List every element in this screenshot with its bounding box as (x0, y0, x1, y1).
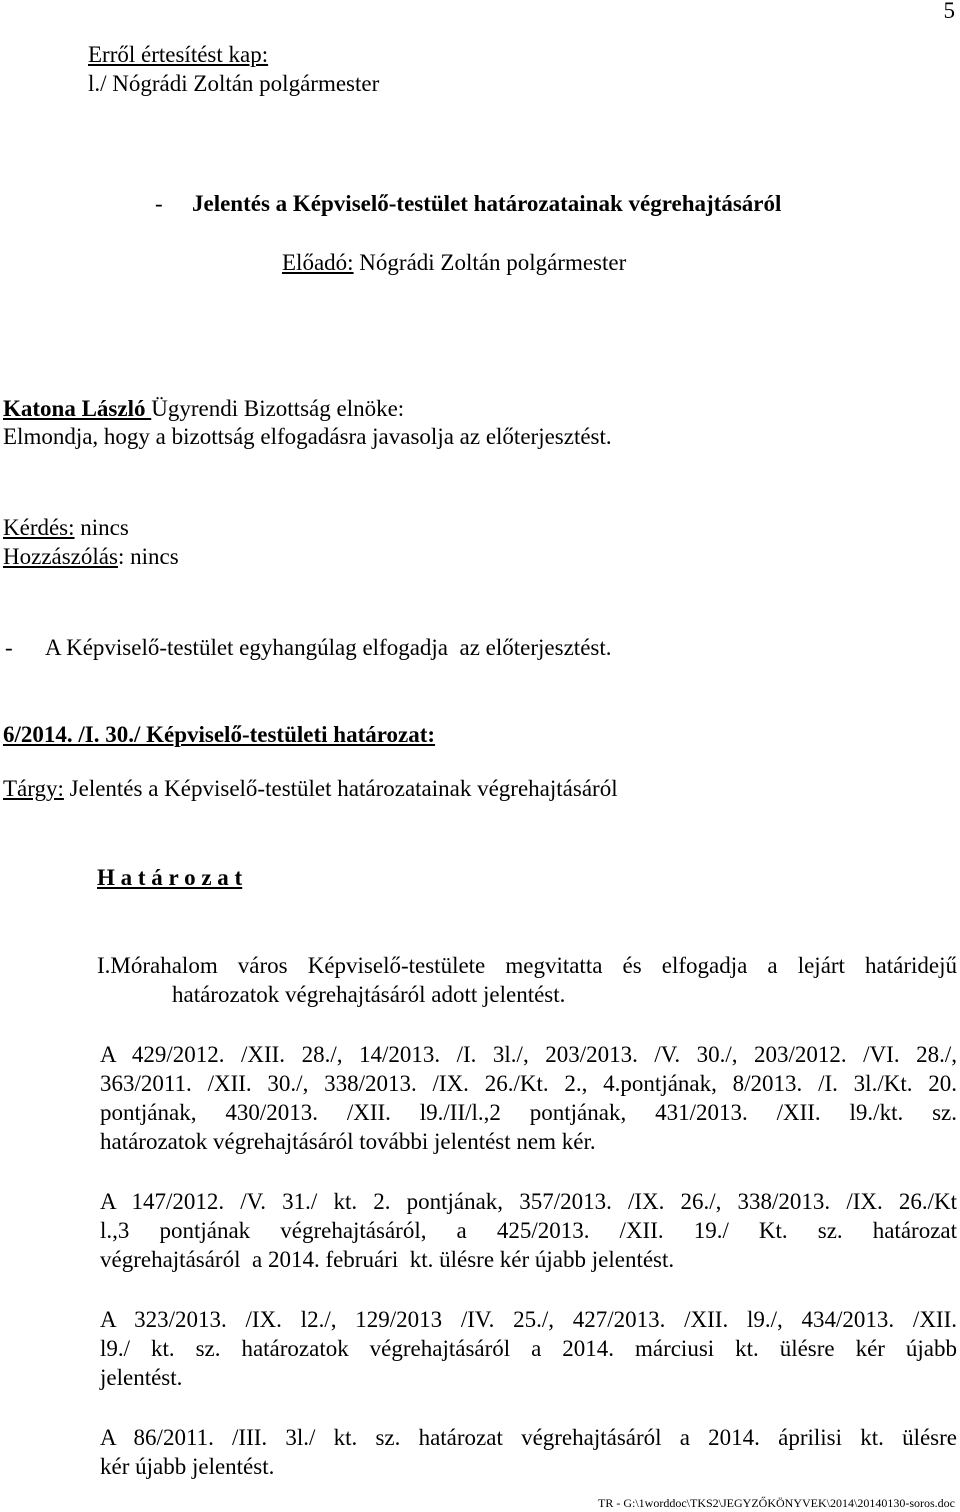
resolution-heading: H a t á r o z a t (97, 865, 243, 890)
vote-bullet: - (5, 635, 13, 660)
question-label: Kérdés: (3, 515, 75, 540)
question-line (3, 513, 129, 542)
resolution-line: l9./ kt. sz. határozatok végrehajtásáról a 2014. márciusi kt. ülésre kér újabb (100, 1336, 957, 1361)
committee-statement: Elmondja, hogy a bizottság elfogadásra javasolja az előterjesztést. (3, 424, 612, 449)
resolution-line: A 147/2012. /V. 31./ kt. 2. pontjának, 357/2013. /IX. 26./, 338/2013. /IX. 26./Kt (100, 1189, 957, 1214)
committee-role: Ügyrendi Bizottság elnöke: (151, 396, 405, 421)
subject-label: Tárgy: (3, 776, 64, 801)
agenda-title: Jelentés a Képviselő-testület határozatainak végrehajtásáról (192, 191, 782, 216)
page-number: 5 (943, 0, 955, 23)
presenter-label: Előadó: (282, 250, 354, 275)
comment-value: : nincs (117, 544, 179, 569)
committee-speaker: Katona László (3, 396, 152, 421)
comment-label: Hozzászólás (3, 544, 118, 569)
resolution-intro-line: határozatok végrehajtásáról adott jelentést. (172, 982, 566, 1007)
resolution-paragraph (100, 1040, 957, 1156)
resolution-line: A 323/2013. /IX. l2./, 129/2013 /IV. 25./, 427/2013. /XII. l9./, 434/2013. /XII. (100, 1307, 957, 1332)
notice-heading: Erről értesítést kap: (88, 42, 269, 67)
subject-text: Jelentés a Képviselő-testület határozatainak végrehajtásáról (69, 776, 618, 801)
resolution-line: A 86/2011. /III. 3l./ kt. sz. határozat végrehajtásáról a 2014. áprilisi kt. ülésre (100, 1425, 957, 1450)
resolution-intro (97, 951, 957, 1009)
resolution-paragraph (100, 1305, 957, 1392)
comment-line (3, 542, 179, 571)
agenda-bullet: - (155, 191, 163, 216)
resolution-number: 6/2014. /I. 30./ Képviselő-testületi határozat: (3, 722, 436, 747)
resolution-line: 363/2011. /XII. 30./, 338/2013. /IX. 26./Kt. 2., 4.pontjának, 8/2013. /I. 3l./Kt. 20. (100, 1071, 957, 1096)
resolution-line: l.,3 pontjának végrehajtásáról, a 425/2013. /XII. 19./ Kt. sz. határozat (100, 1218, 957, 1243)
notice-recipient: l./ Nógrádi Zoltán polgármester (88, 71, 380, 96)
resolution-paragraph (100, 1187, 957, 1274)
question-value: nincs (80, 515, 129, 540)
resolution-line: jelentést. (100, 1365, 183, 1390)
footer-file-path: TR - G:\1worddoc\TKS2\JEGYZŐKÖNYVEK\2014\20140130-soros.doc (598, 1496, 955, 1510)
presenter-line (282, 248, 626, 277)
resolution-line: pontjának, 430/2013. /XII. l9./II/l.,2 pontjának, 431/2013. /XII. l9./kt. sz. (100, 1100, 957, 1125)
committee-speaker-line (3, 394, 404, 423)
subject-line (3, 774, 618, 803)
resolution-line: határozatok végrehajtásáról további jelentést nem kér. (100, 1129, 596, 1154)
vote-text: A Képviselő-testület egyhangúlag elfogadja az előterjesztést. (45, 635, 612, 660)
resolution-line: kér újabb jelentést. (100, 1454, 275, 1479)
resolution-paragraph (100, 1423, 957, 1481)
resolution-intro-line: I.Mórahalom város Képviselő-testülete megvitatta és elfogadja a lejárt határidejű (97, 953, 957, 978)
presenter-name: Nógrádi Zoltán polgármester (359, 250, 627, 275)
resolution-line: A 429/2012. /XII. 28./, 14/2013. /I. 3l./, 203/2013. /V. 30./, 203/2012. /VI. 28./, (100, 1042, 957, 1067)
resolution-line: végrehajtásáról a 2014. februári kt. ülésre kér újabb jelentést. (100, 1247, 675, 1272)
